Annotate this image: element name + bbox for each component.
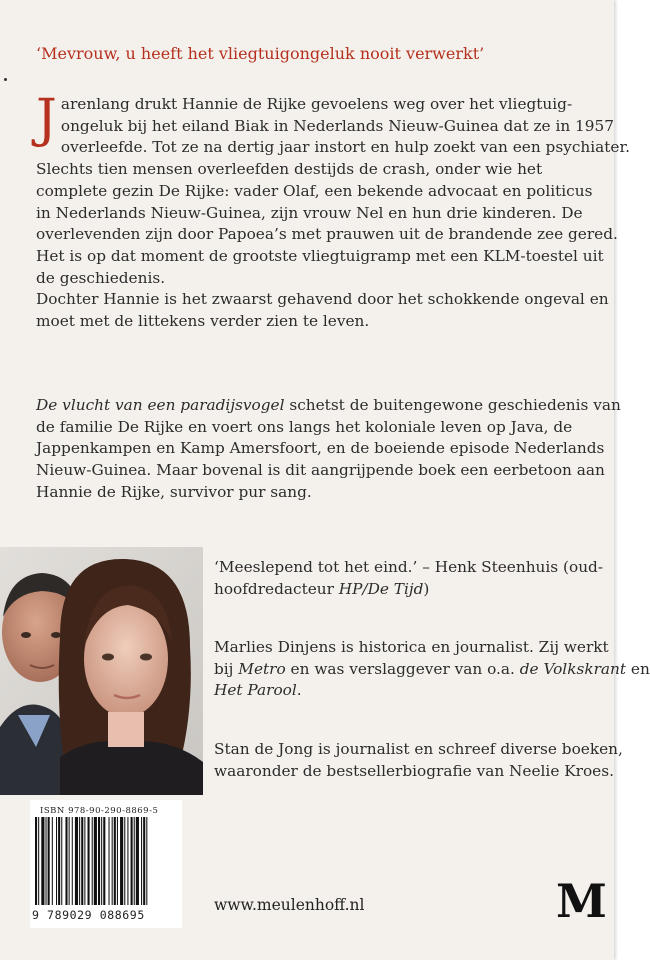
- bio-line: waaronder de bestsellerbiografie van Neelie Kroes.: [214, 761, 614, 780]
- publisher-logo: M: [556, 874, 607, 928]
- synopsis-line: Het is op dat moment de grootste vliegtuigramp met een KLM-toestel uit: [36, 246, 604, 265]
- synopsis-line: de familie De Rijke en voert ons langs het koloniale leven op Java, de: [36, 417, 573, 436]
- author-bio-de-jong: [214, 739, 623, 782]
- synopsis-paragraph-1: [36, 89, 630, 333]
- print-speck: [4, 78, 7, 81]
- barcode-bar: [146, 817, 147, 905]
- synopsis-line: arenlang drukt Hannie de Rijke gevoelens weg over het vliegtuig-: [60, 95, 573, 113]
- synopsis-line: de geschiedenis.: [36, 268, 166, 287]
- barcode-bar: [65, 817, 67, 905]
- synopsis-line: [36, 395, 621, 417]
- bio-line: Stan de Jong is journalist en schreef diverse boeken,: [214, 740, 623, 758]
- tagline-quote: ‘Mevrouw, u heeft het vliegtuigongeluk nooit verwerkt’: [36, 44, 485, 63]
- barcode-bar: [56, 817, 57, 905]
- barcode-bar: [94, 817, 97, 905]
- synopsis-line: Slechts tien mensen overleefden destijds de crash, onder wie het: [36, 160, 543, 179]
- bio-line: Marlies Dinjens is historica en journalist. Zij werkt: [214, 638, 609, 656]
- barcode-bar: [92, 817, 93, 905]
- drop-cap: J: [36, 89, 57, 149]
- synopsis-text: schetst de buitengewone geschiedenis van: [284, 396, 621, 414]
- barcode-bar: [79, 817, 80, 905]
- synopsis-line: Nieuw-Guinea. Maar bovenal is dit aangrijpende boek een eerbetoon aan: [36, 461, 605, 480]
- review-quote: [214, 557, 604, 600]
- barcode-bar: [58, 817, 60, 905]
- barcode-bar: [98, 817, 100, 905]
- barcode-bar: [72, 817, 73, 905]
- publication-name: Metro: [238, 659, 286, 678]
- barcode-bar: [75, 817, 78, 905]
- synopsis-line: ongeluk bij het eiland Biak in Nederlands Nieuw-Guinea dat ze in 1957: [60, 116, 614, 135]
- barcode-bar: [101, 817, 102, 905]
- barcode-image: [34, 817, 176, 907]
- quote-text: ): [423, 579, 430, 598]
- author-bio-dinjens: [214, 637, 650, 702]
- isbn-digits: 9 789029 088695: [32, 908, 145, 922]
- barcode-bar: [41, 817, 44, 905]
- barcode-bar: [46, 817, 47, 905]
- quote-line: ‘Meeslepend tot het eind.’ – Henk Steenhuis (oud-: [214, 558, 604, 576]
- publication-name: HP/De Tijd: [338, 579, 424, 598]
- book-title: De vlucht van een paradijsvogel: [36, 396, 285, 414]
- barcode-bar: [103, 817, 105, 905]
- barcode-bar: [120, 817, 123, 905]
- barcode-bar: [143, 817, 145, 905]
- synopsis-line: moet met de littekens verder zien te leven.: [36, 312, 370, 331]
- barcode-bar: [136, 817, 139, 905]
- bio-line: [214, 659, 650, 681]
- synopsis-line: complete gezin De Rijke: vader Olaf, een bekende advocaat en politicus: [36, 181, 593, 200]
- barcode-bar: [81, 817, 83, 905]
- barcode-bar: [48, 817, 50, 905]
- bio-line: [214, 680, 604, 702]
- barcode-bar: [127, 817, 128, 905]
- barcode-bar: [114, 817, 116, 905]
- bio-text: .: [296, 681, 302, 700]
- barcode-bar: [134, 817, 135, 905]
- barcode-bar: [131, 817, 133, 905]
- barcode-bar: [117, 817, 118, 905]
- synopsis-line: Hannie de Rijke, survivor pur sang.: [36, 482, 312, 501]
- barcode-bar: [61, 817, 62, 905]
- barcode-bar: [141, 817, 142, 905]
- barcode-bar: [109, 817, 110, 905]
- isbn-label: ISBN 978-90-290-8869-5: [40, 806, 159, 816]
- barcode-bar: [88, 817, 90, 905]
- bio-text: en was verslaggever van o.a.: [285, 659, 520, 678]
- barcode-bar: [124, 817, 125, 905]
- publisher-website: www.meulenhoff.nl: [214, 896, 365, 914]
- synopsis-line: Jappenkampen en Kamp Amersfoort, en de boeiende episode Nederlands: [36, 439, 605, 458]
- bio-text: en: [626, 659, 650, 678]
- synopsis-line: overleefde. Tot ze na dertig jaar instort en hulp zoekt van een psychiater.: [60, 138, 630, 157]
- synopsis-line: overlevenden zijn door Papoea’s met prauwen uit de brandende zee gered.: [36, 225, 618, 244]
- quote-text: hoofdredacteur: [214, 579, 339, 598]
- bio-text: bij: [214, 659, 239, 678]
- quote-line: [214, 579, 604, 601]
- synopsis-line: in Nederlands Nieuw-Guinea, zijn vrouw Nel en hun drie kinderen. De: [36, 203, 583, 222]
- publication-name: de Volkskrant: [519, 659, 627, 678]
- barcode-bar: [38, 817, 39, 905]
- barcode-bar: [84, 817, 85, 905]
- barcode-bar: [112, 817, 113, 905]
- publication-name: Het Parool: [214, 681, 297, 700]
- synopsis-line: Dochter Hannie is het zwaarst gehavend door het schokkende ongeval en: [36, 290, 609, 309]
- barcode-bar: [52, 817, 53, 905]
- authors-photo: [0, 547, 203, 795]
- barcode-bar: [69, 817, 70, 905]
- barcode-bar: [35, 817, 37, 905]
- synopsis-paragraph-2: [36, 395, 621, 504]
